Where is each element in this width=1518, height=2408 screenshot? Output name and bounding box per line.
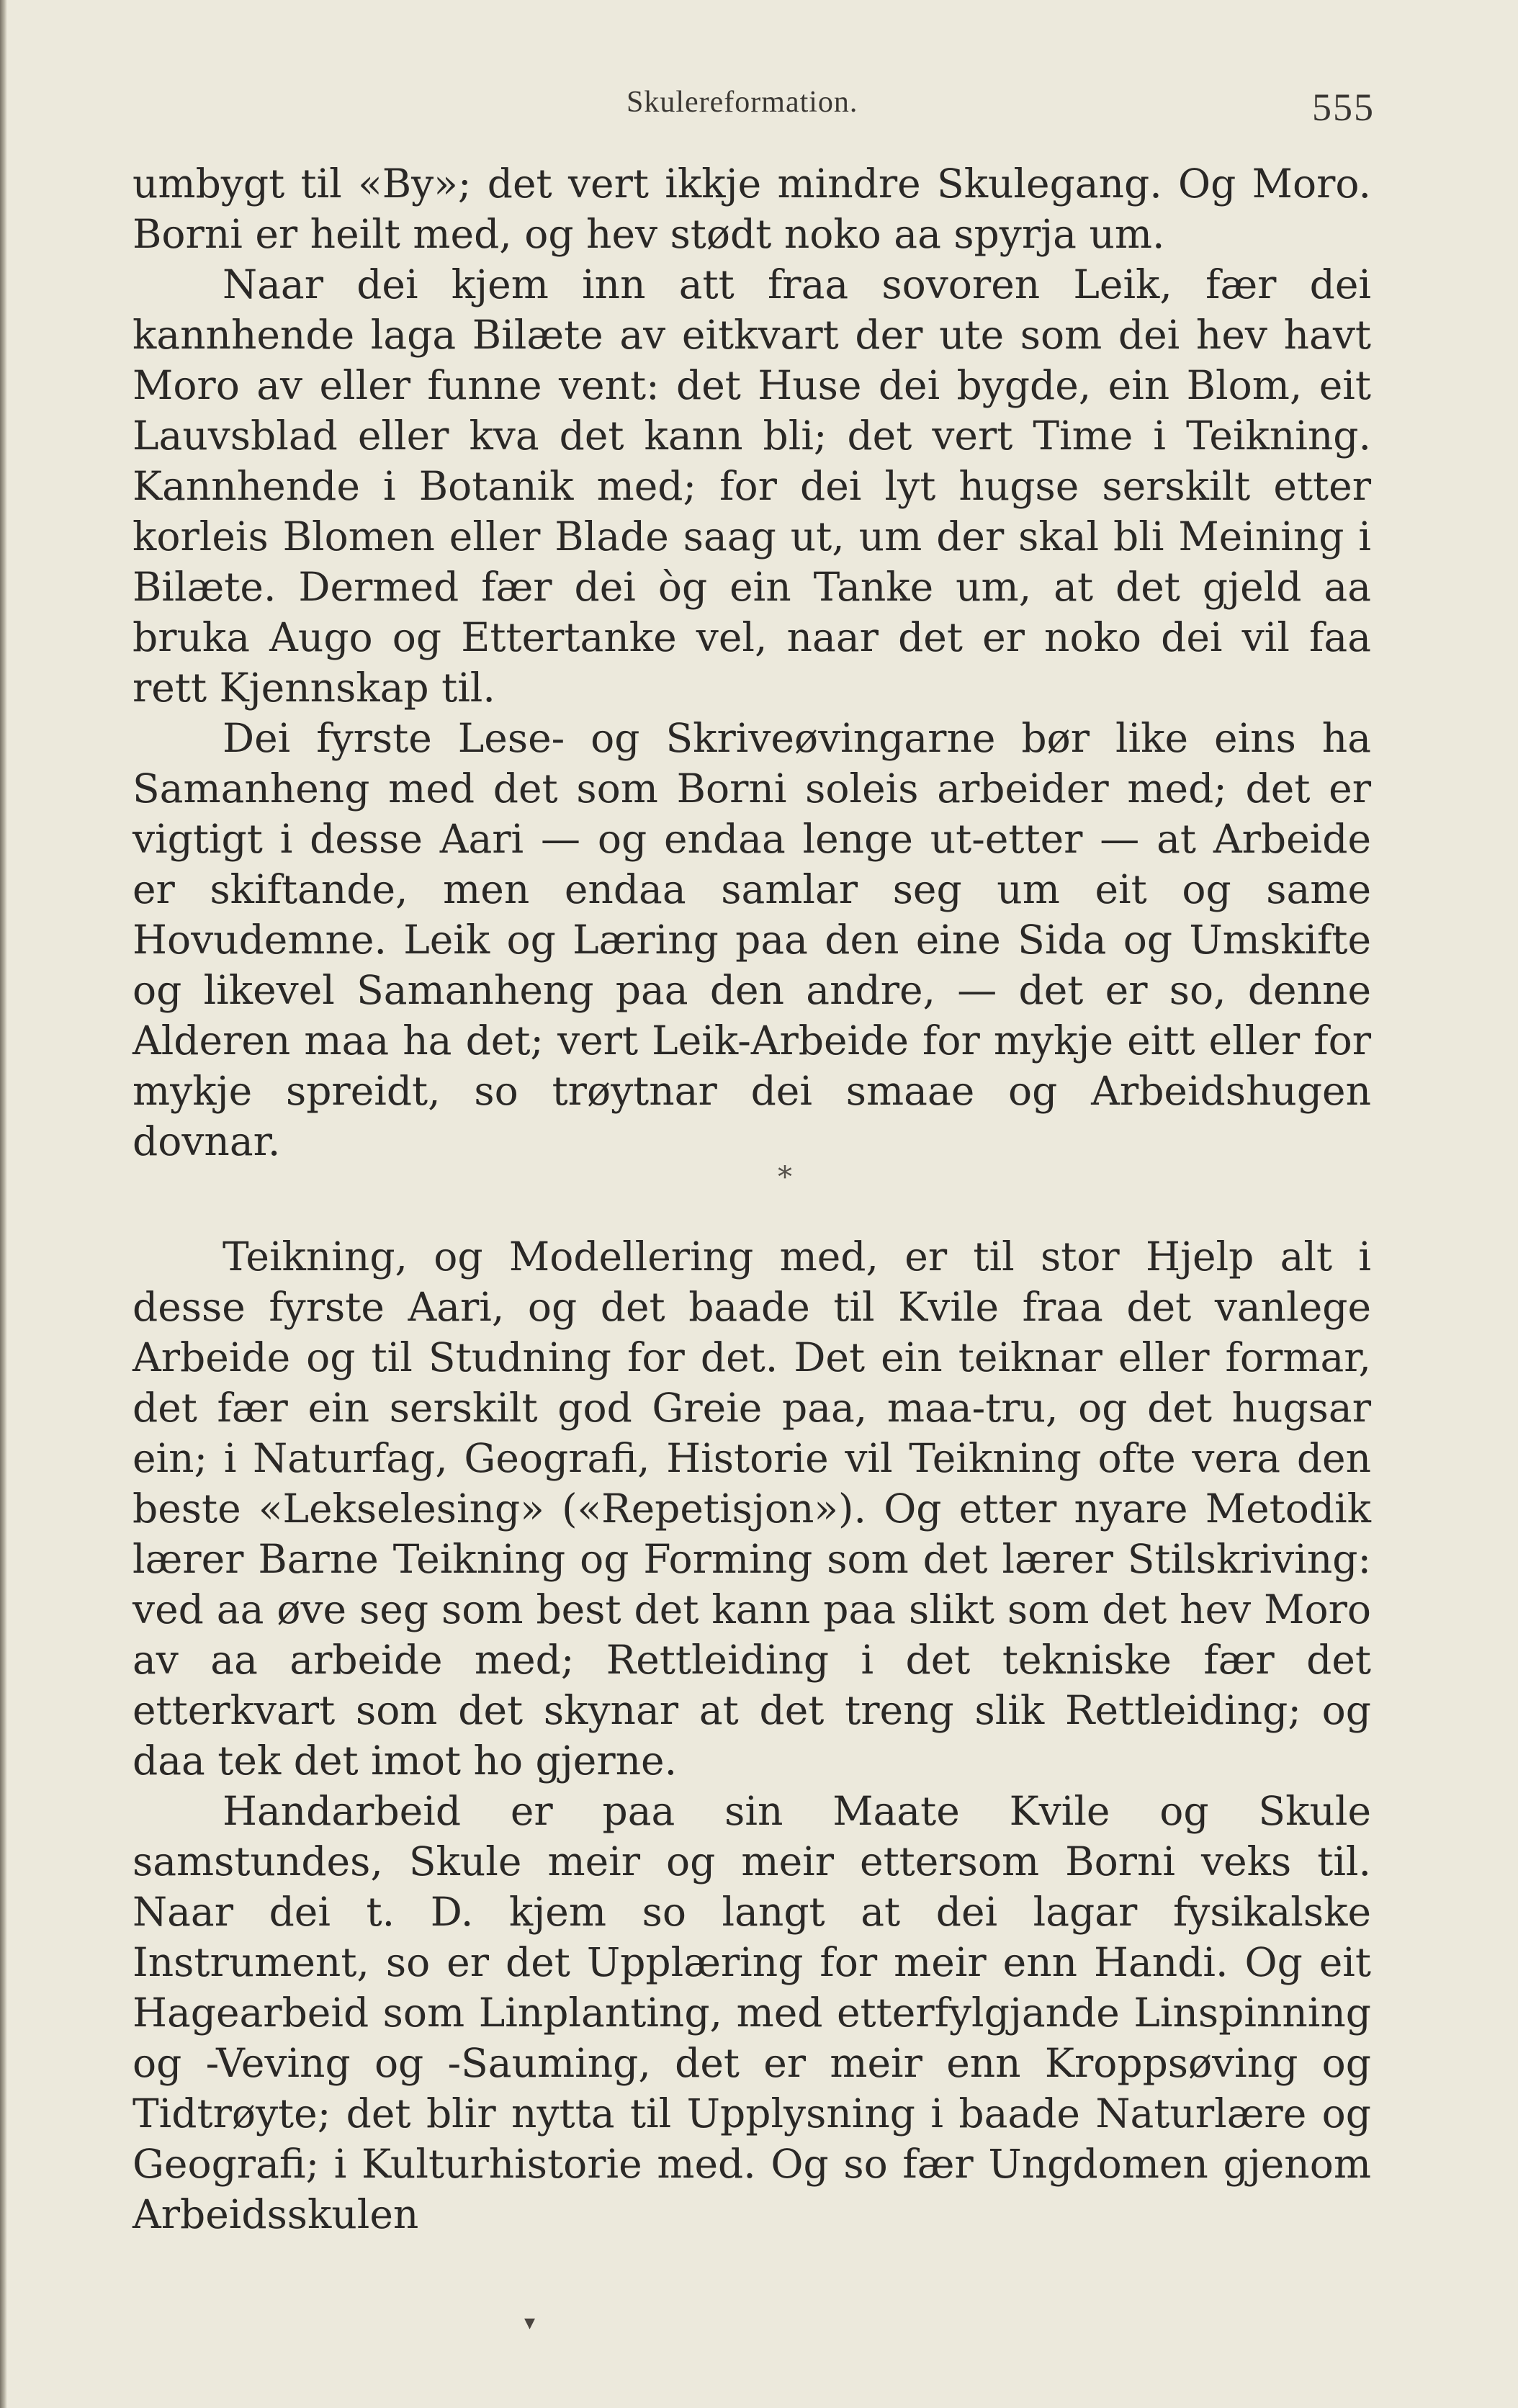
paragraph: Handarbeid er paa sin Maate Kvile og Skule samstundes, Skule meir og meir ettersom Borni veks til. Naar dei t. D. kjem so langt at dei lagar fysikalske Instrument, so er det Upplæring for meir enn Handi. Og eit Hagearbeid som Linplanting, med etterfylgjande Linspinning og -Veving og -Sauming, det er meir enn Kroppsøving og Tidtrøyte; det blir nytta til Upplysning i baade Naturlære og Geografi; i Kulturhistorie med. Og so fær Ungdomen gjenom Arbeidsskulen bbox=[133, 1788, 1371, 2237]
paragraph: Naar dei kjem inn att fraa sovoren Leik, fær dei kannhende laga Bilæte av eitkvart der ute som dei hev havt Moro av eller funne vent: det Huse dei bygde, ein Blom, eit Lauvsblad eller kva det kann bli; det vert Time i Teikning. Kannhende i Botanik med; for dei lyt hugse serskilt etter korleis Blomen eller Blade saag ut, um der skal bli Meining i Bilæte. Dermed fær dei òg ein Tanke um, at det gjeld aa bruka Augo og Ettertanke vel, naar det er noko dei vil faa rett Kjennskap til. bbox=[133, 261, 1371, 711]
printer-mark: ▾ bbox=[524, 2310, 536, 2335]
text-section-2 bbox=[133, 1231, 1371, 2239]
running-title: Skulereformation. bbox=[626, 86, 858, 119]
section-divider-asterisk: * bbox=[778, 1161, 792, 1194]
paragraph: umbygt til «By»; det vert ikkje mindre Skulegang. Og Moro. Borni er heilt med, og hev stødt noko aa spyrja um. bbox=[133, 161, 1371, 257]
page-binding-edge bbox=[0, 0, 7, 2408]
text-section-1 bbox=[133, 158, 1371, 1167]
paragraph: Dei fyrste Lese- og Skriveøvingarne bør like eins ha Samanheng med det som Borni soleis arbeider med; det er vigtigt i desse Aari — og endaa lenge ut-etter — at Arbeide er skiftande, men endaa samlar seg um eit og same Hovudemne. Leik og Læring paa den eine Sida og Umskifte og likevel Samanheng paa den andre, — det er so, denne Alderen maa ha det; vert Leik-Arbeide for mykje eitt eller for mykje spreidt, so trøytnar dei smaae og Arbeidshugen dovnar. bbox=[133, 715, 1371, 1164]
paragraph: Teikning, og Modellering med, er til stor Hjelp alt i desse fyrste Aari, og det baade til Kvile fraa det vanlege Arbeide og til Studning for det. Det ein teiknar eller formar, det fær ein serskilt god Greie paa, maa-tru, og det hugsar ein; i Naturfag, Geografi, Historie vil Teikning ofte vera den beste «Lekselesing» («Repetisjon»). Og etter nyare Metodik lærer Barne Teikning og Forming som det lærer Stilskriving: ved aa øve seg som best det kann paa slikt som det hev Moro av aa arbeide med; Rettleiding i det tekniske fær det etterkvart som det skynar at det treng slik Rettleiding; og daa tek det imot ho gjerne. bbox=[133, 1234, 1371, 1784]
page-number: 555 bbox=[1312, 86, 1375, 129]
